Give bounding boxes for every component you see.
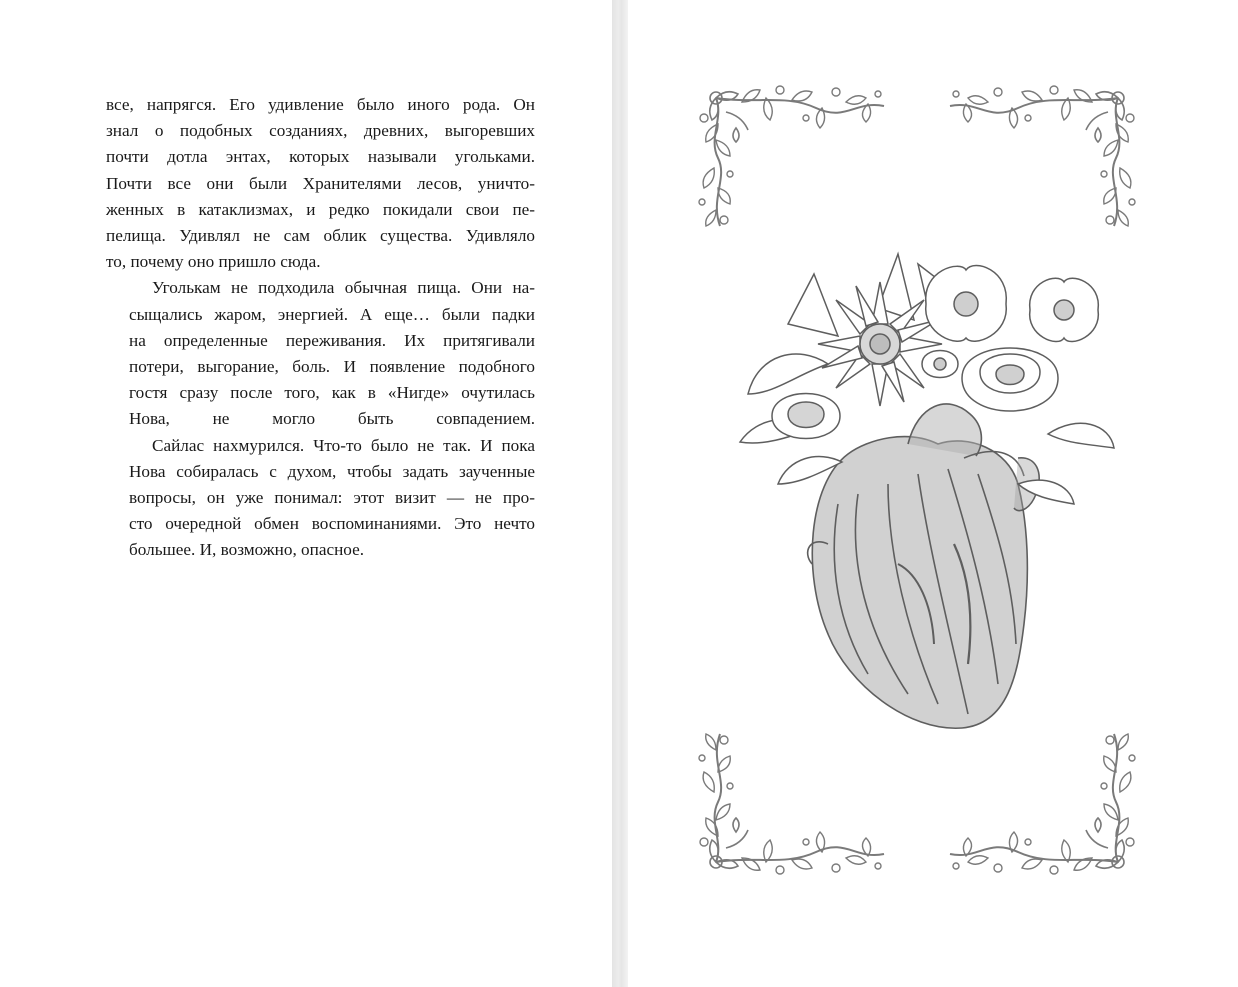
floral-corner-bottom-left-icon bbox=[696, 730, 888, 882]
text-line: на определенные переживания. Их притягивали bbox=[129, 330, 535, 350]
paragraph-3 bbox=[106, 433, 535, 564]
anatomical-heart-illustration bbox=[718, 244, 1118, 734]
text-line: Почти все они были Хранителями лесов, уничто- bbox=[106, 173, 535, 193]
text-line: пелища. Удивлял не сам облик существа. Удивляло bbox=[106, 226, 535, 246]
body-text bbox=[106, 92, 535, 564]
text-line: гостя сразу после того, как в «Нигде» очутилась bbox=[129, 383, 535, 403]
book-gutter bbox=[612, 0, 628, 987]
text-line: потери, выгорание, боль. И появление подобного bbox=[129, 357, 535, 377]
text-line: Нова собиралась с духом, чтобы задать заученные bbox=[129, 461, 535, 481]
text-line: женных в катаклизмах, и редко покидали свои пе- bbox=[106, 199, 535, 219]
left-page bbox=[0, 0, 612, 987]
text-line: сто очередной обмен воспоминаниями. Это нечто bbox=[129, 514, 535, 534]
text-line: большее. И, возможно, опасное. bbox=[129, 540, 365, 560]
text-line: то, почему оно пришло сюда. bbox=[106, 252, 321, 272]
paragraph-1 bbox=[106, 92, 535, 275]
text-line: Уголькам не подходила обычная пища. Они на- bbox=[152, 278, 535, 298]
text-line: вопросы, он уже понимал: этот визит — не про- bbox=[129, 488, 535, 508]
text-line: почти дотла энтах, которых называли угольками. bbox=[106, 147, 535, 167]
text-line: Нова, не могло быть совпадением. bbox=[129, 409, 535, 429]
floral-corner-top-left-icon bbox=[696, 78, 888, 230]
text-line: все, напрягся. Его удивление было иного рода. Он bbox=[106, 95, 535, 114]
paragraph-2 bbox=[106, 275, 535, 432]
floral-corner-bottom-right-icon bbox=[946, 730, 1138, 882]
text-line: сыщались жаром, энергией. А еще… были падки bbox=[129, 304, 535, 324]
text-line: знал о подобных созданиях, древних, выгоревших bbox=[106, 121, 535, 141]
text-line: Сайлас нахмурился. Что-то было не так. И пока bbox=[152, 435, 535, 455]
floral-corner-top-right-icon bbox=[946, 78, 1138, 230]
right-page bbox=[628, 0, 1238, 987]
